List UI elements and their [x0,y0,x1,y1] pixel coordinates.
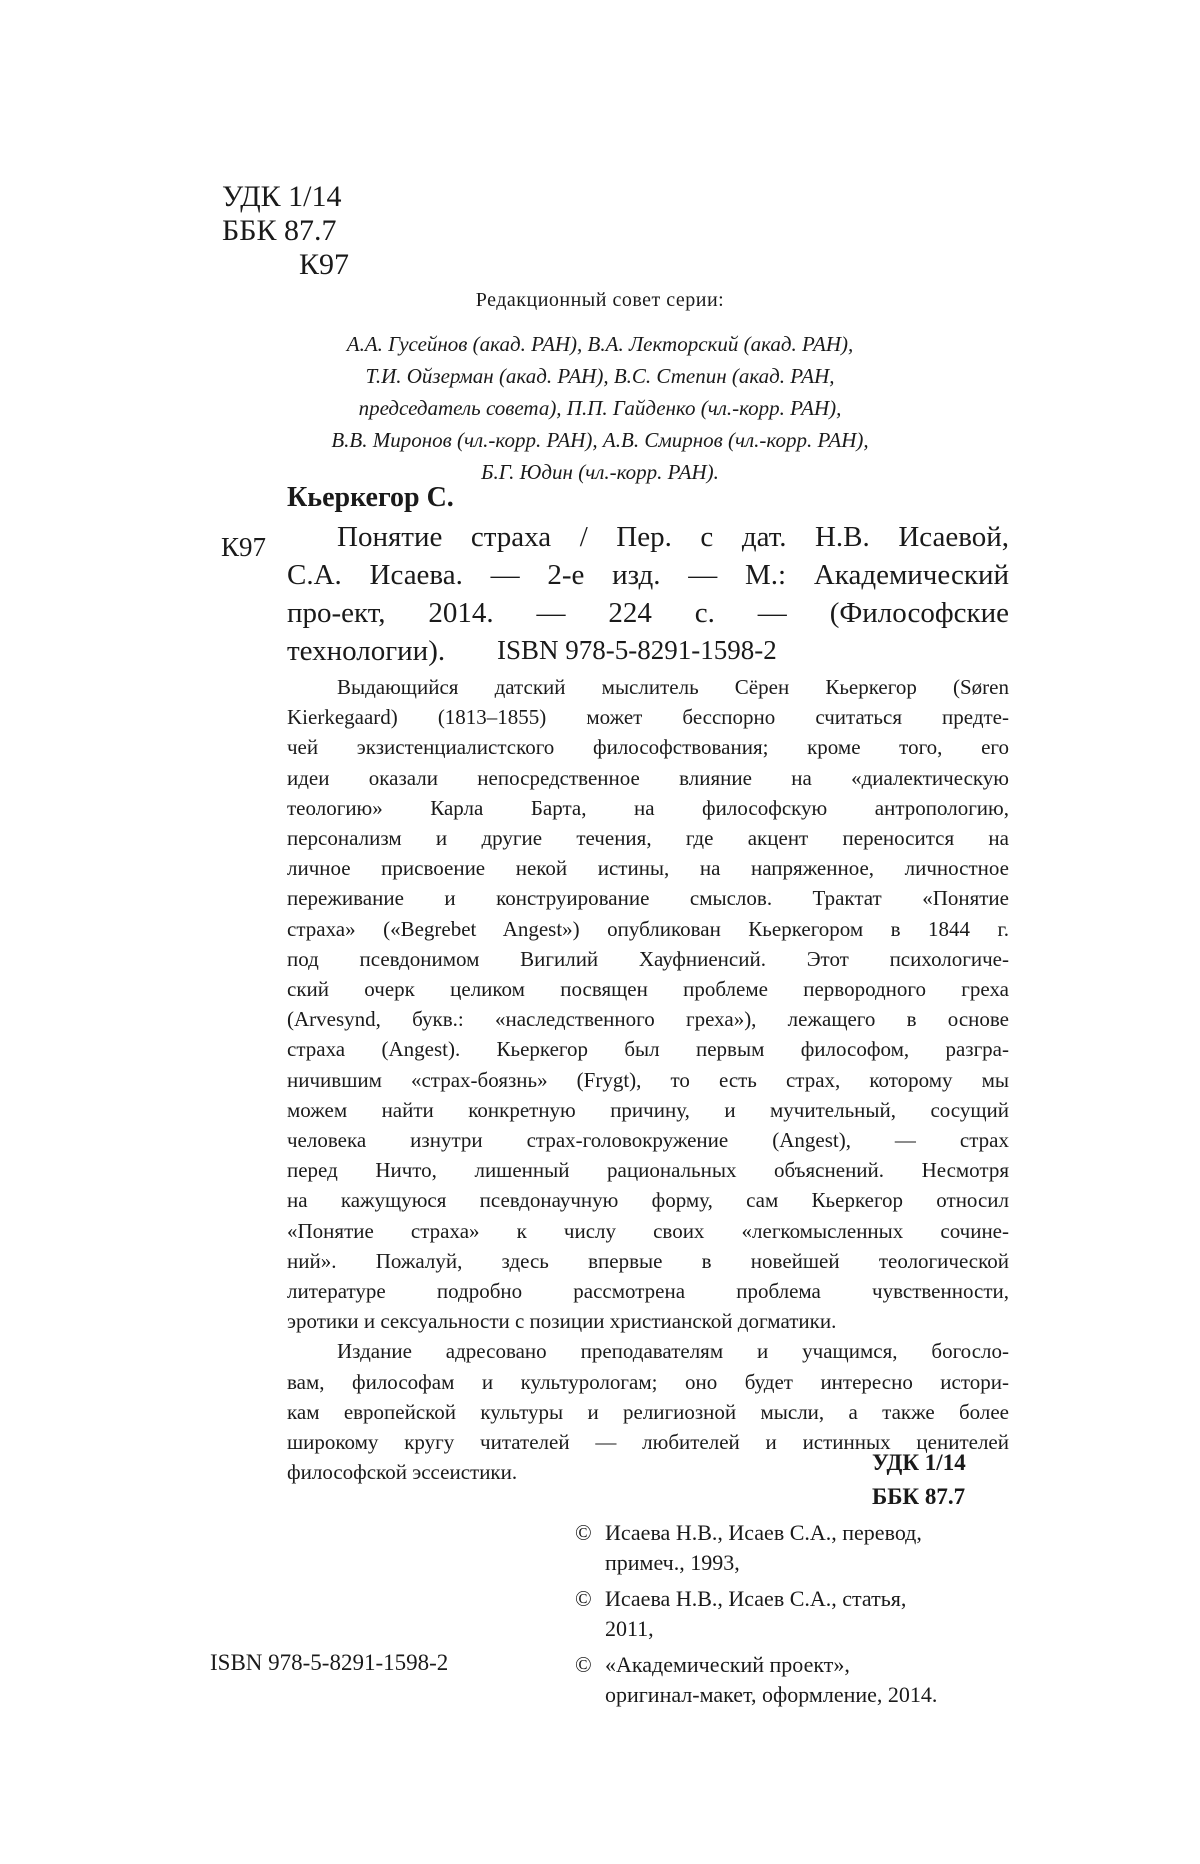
annotation-line: эротики и сексуальности с позиции христианской догматики. [287,1309,837,1334]
annotation-line: ский очерк целиком посвящен проблеме первородного греха [287,977,1009,1002]
biblio-line: Понятие страха / Пер. с дат. Н.В. Исаевой, [337,521,1009,553]
copyright-entry [575,1518,937,1578]
copyright-detail: оригинал-макет, оформление, 2014. [605,1682,938,1707]
copyright-block [575,1518,937,1716]
copyright-entry [575,1650,937,1710]
annotation-line: широкому кругу читателей — любителей и истинных ценителей [287,1430,1009,1455]
copyright-holder: «Академический проект», [605,1652,850,1677]
annotation-line: на кажущуюся псевдонаучную форму, сам Кьеркегор относил [287,1188,1009,1213]
footer-udk-code: УДК 1/14 [872,1450,966,1475]
annotation-line: идеи оказали непосредственное влияние на «диалектическую [287,765,1009,790]
board-line: председатель совета), П.П. Гайденко (чл.-корр. РАН), [358,396,842,420]
board-line: Т.И. Ойзерман (акад. РАН), В.С. Степин (акад. РАН, [365,364,835,388]
footer-bbk-code: ББК 87.7 [872,1484,966,1509]
annotation-line: ний». Пожалуй, здесь впервые в новейшей теологической [287,1248,1009,1273]
annotation-line: можем найти конкретную причину, и мучительный, сосущий [287,1097,1009,1122]
classification-codes [222,180,349,282]
board-line: Б.Г. Юдин (чл.-корр. РАН). [481,460,719,484]
annotation [287,672,1009,1487]
annotation-line: Выдающийся датский мыслитель Сёрен Кьеркегор (Søren [337,675,1009,699]
annotation-line: страха» («Begrebet Angest») опубликован Кьеркегором в 1844 г. [287,916,1009,941]
copyright-symbol: © [575,1652,592,1677]
biblio-line: технологии). [287,635,446,667]
editorial-board-list [0,328,1200,488]
annotation-line: «Понятие страха» к числу своих «легкомысленных сочине- [287,1218,1009,1243]
annotation-line: личное присвоение некой истины, на напряженное, личностное [287,856,1009,881]
annotation-line: теологию» Карла Барта, на философскую антропологию, [287,795,1009,820]
board-line: В.В. Миронов (чл.-корр. РАН), А.В. Смирнов (чл.-корр. РАН), [331,428,869,452]
copyright-detail: примеч., 1993, [605,1550,740,1575]
copyright-detail: 2011, [605,1616,654,1641]
annotation-line: кам европейской культуры и религиозной мысли, а также более [287,1399,1009,1424]
catalog-author-mark: К97 [221,532,267,562]
annotation-line: чей экзистенциалистского философствования; кроме того, его [287,735,1009,760]
annotation-line: страха (Angest). Кьеркегор был первым философом, разгра- [287,1037,1009,1062]
annotation-line: переживание и конструирование смыслов. Трактат «Понятие [287,886,1009,911]
annotation-line: человека изнутри страх-головокружение (Angest), — страх [287,1128,1009,1153]
annotation-line: (Arvesynd, букв.: «наследственного греха»), лежащего в основе [287,1007,1009,1032]
annotation-line: под псевдонимом Вигилий Хауфниенсий. Этот психологиче- [287,946,1009,971]
biblio-line: С.А. Исаева. — 2-е изд. — М.: Академический [287,559,1009,591]
annotation-line: вам, философам и культурологам; оно будет интересно истори- [287,1369,1009,1394]
bbk-code: ББК 87.7 [222,214,337,247]
copyright-entry [575,1584,937,1644]
editorial-board-title: Редакционный совет серии: [475,289,725,311]
annotation-line: ничившим «страх-боязнь» (Frygt), то есть страх, которому мы [287,1067,1009,1092]
annotation-line: персонализм и другие течения, где акцент переносится на [287,826,1009,851]
catalog-isbn: ISBN 978-5-8291-1598-2 [497,635,777,665]
annotation-line: Издание адресовано преподавателям и учащимся, богосло- [337,1339,1009,1364]
catalog-author: Кьеркегор С. [287,482,454,513]
annotation-line: перед Ничто, лишенный рациональных объяснений. Несмотря [287,1158,1009,1183]
annotation-line: философской эссеистики. [287,1460,518,1485]
copyright-symbol: © [575,1520,592,1545]
footer-classification-codes [872,1446,966,1514]
copyright-holder: Исаева Н.В., Исаев С.А., статья, [605,1586,907,1611]
annotation-line: литературе подробно рассмотрена проблема чувственности, [287,1279,1009,1304]
copyright-holder: Исаева Н.В., Исаев С.А., перевод, [605,1520,922,1545]
biblio-line: про-ект, 2014. — 224 с. — (Философские [287,597,1009,629]
udk-code: УДК 1/14 [222,180,342,213]
copyright-symbol: © [575,1586,592,1611]
annotation-line: Kierkegaard) (1813–1855) может бесспорно считаться предте- [287,705,1009,730]
board-line: А.А. Гусейнов (акад. РАН), В.А. Лекторский (акад. РАН), [346,332,854,356]
footer-isbn: ISBN 978-5-8291-1598-2 [210,1650,449,1675]
author-mark: К97 [299,248,350,281]
